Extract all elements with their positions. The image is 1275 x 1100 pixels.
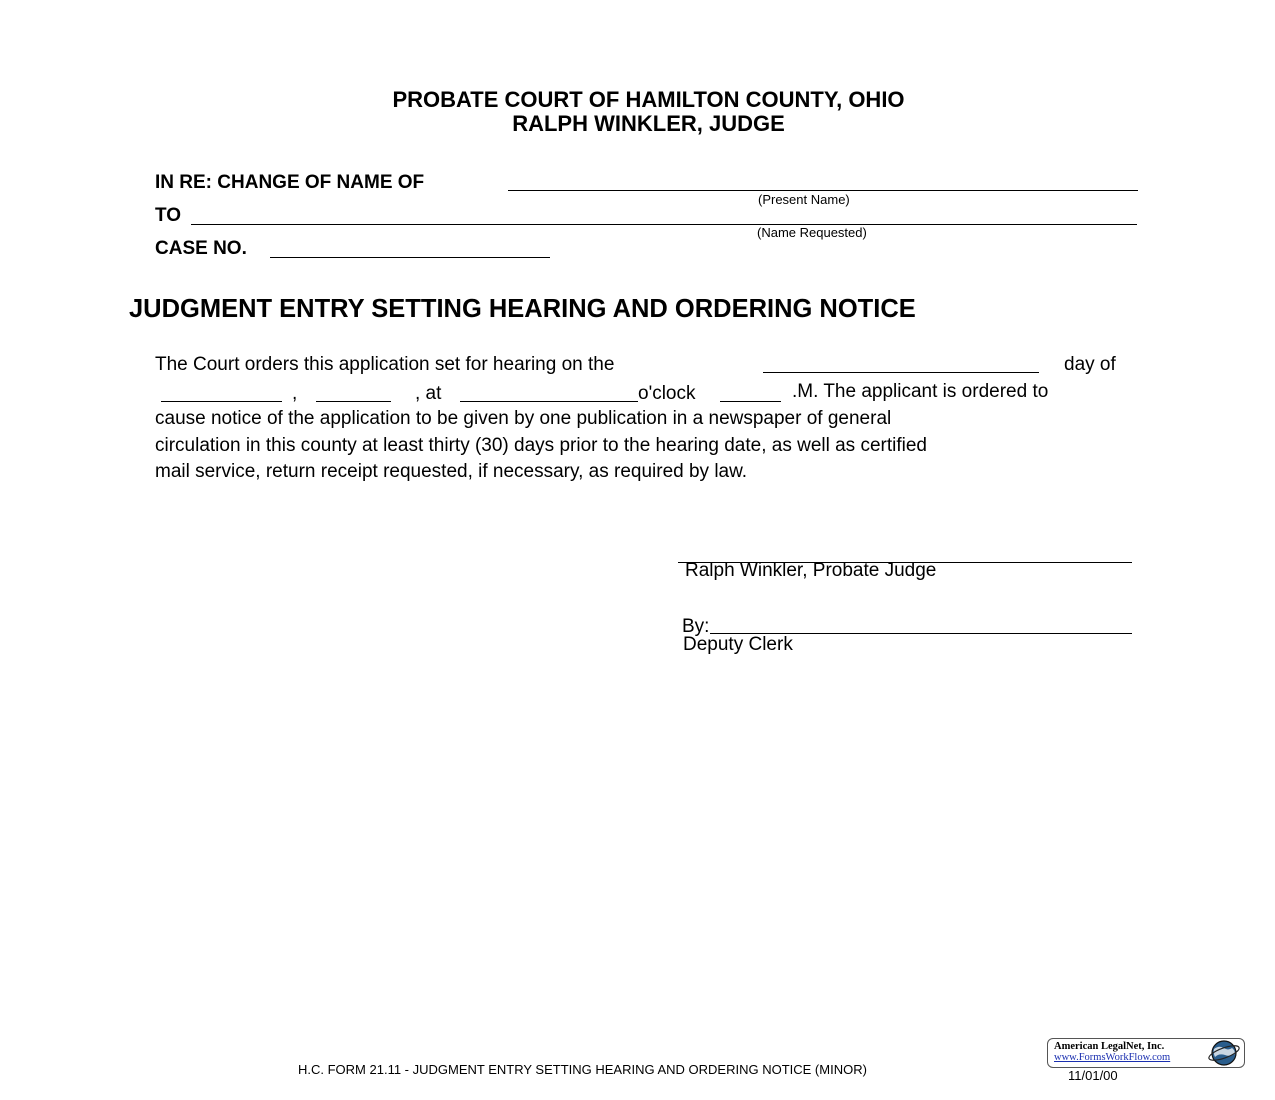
- body-line-1: The Court orders this application set for hearing on the: [155, 354, 615, 375]
- present-name-hint: (Present Name): [758, 192, 850, 207]
- at-text: , at: [415, 383, 442, 404]
- deputy-clerk-label: Deputy Clerk: [683, 634, 793, 655]
- hearing-month-field[interactable]: [161, 401, 282, 402]
- body-line-5: mail service, return receipt requested, if necessary, as required by law.: [155, 461, 748, 482]
- logo-company-name: American LegalNet, Inc.: [1054, 1041, 1165, 1052]
- form-id-footer: H.C. FORM 21.11 - JUDGMENT ENTRY SETTING HEARING AND ORDERING NOTICE (MINOR): [298, 1062, 867, 1077]
- body-line-3: cause notice of the application to be given by one publication in a newspaper of general: [155, 408, 892, 429]
- oclock-text: o'clock: [638, 383, 696, 404]
- name-requested-hint: (Name Requested): [757, 225, 867, 240]
- document-title: JUDGMENT ENTRY SETTING HEARING AND ORDERING NOTICE: [129, 295, 916, 323]
- day-of-text: day of: [1064, 354, 1116, 375]
- judge-signature-label: Ralph Winkler, Probate Judge: [685, 560, 937, 581]
- form-date: 11/01/00: [1068, 1068, 1118, 1083]
- in-re-label: IN RE: CHANGE OF NAME OF: [155, 172, 425, 193]
- am-pm-field[interactable]: [720, 401, 781, 402]
- hearing-year-field[interactable]: [316, 401, 391, 402]
- present-name-field[interactable]: [508, 190, 1138, 191]
- globe-icon: [1206, 1040, 1242, 1066]
- court-name: PROBATE COURT OF HAMILTON COUNTY, OHIO: [392, 87, 905, 112]
- by-label: By:: [682, 616, 710, 637]
- case-no-label: CASE NO.: [155, 238, 247, 259]
- hearing-time-field[interactable]: [460, 401, 638, 402]
- to-label: TO: [155, 205, 182, 226]
- case-no-field[interactable]: [270, 257, 550, 258]
- hearing-day-field[interactable]: [763, 372, 1039, 373]
- body-line-4: circulation in this county at least thirty (30) days prior to the hearing date, as well as certified: [155, 435, 927, 456]
- name-requested-field[interactable]: [191, 224, 1137, 225]
- comma-separator: ,: [292, 383, 298, 404]
- american-legalnet-logo[interactable]: [1047, 1038, 1245, 1068]
- body-line-2-end: .M. The applicant is ordered to: [792, 381, 1049, 402]
- logo-url: www.FormsWorkFlow.com: [1054, 1052, 1171, 1063]
- judge-name: RALPH WINKLER, JUDGE: [512, 111, 785, 136]
